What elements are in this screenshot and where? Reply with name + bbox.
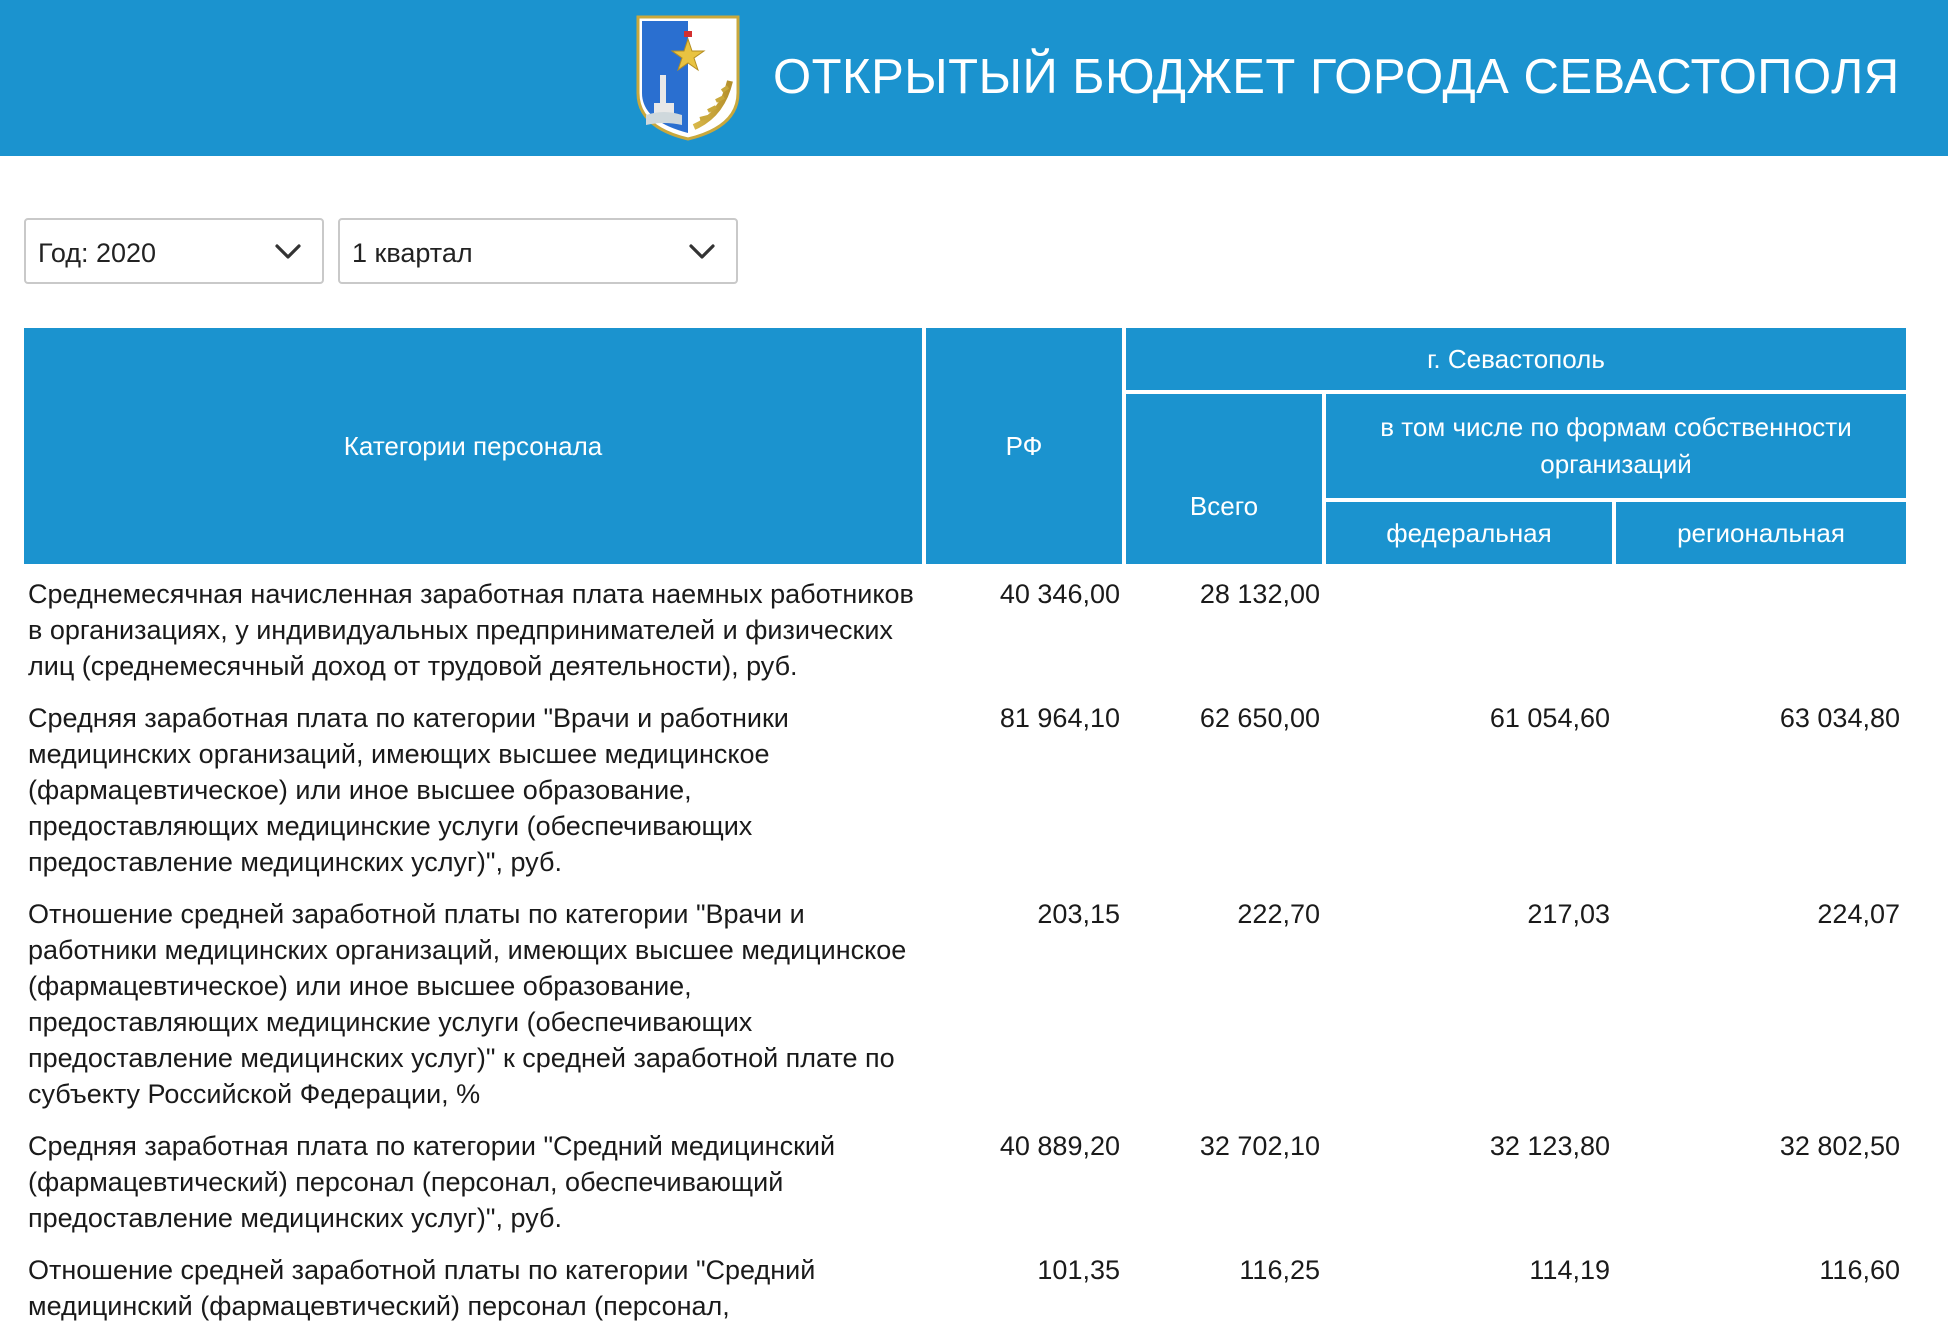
header-rf[interactable]: РФ [926, 328, 1126, 568]
row-category-name: Отношение средней заработной платы по категории "Средний медицинский (фармацевтический) персонал (персонал, [28, 1255, 816, 1321]
header-ownership[interactable]: в том числе по формам собственности организаций [1326, 394, 1906, 502]
row-rf-value: 81 964,10 [999, 703, 1120, 733]
row-federal-value [1326, 568, 1616, 692]
quarter-select[interactable] [338, 218, 738, 284]
header-city[interactable]: г. Севастополь [1126, 328, 1906, 394]
row-federal-value: 61 054,60 [1489, 703, 1610, 733]
row-rf-value: 101,35 [1037, 1255, 1120, 1285]
table-row [24, 1120, 1906, 1244]
site-title: ОТКРЫТЫЙ БЮДЖЕТ ГОРОДА СЕВАСТОПОЛЯ [773, 50, 1900, 104]
row-federal-value: 114,19 [1529, 1255, 1610, 1285]
quarter-select-value: 1 квартал [352, 238, 473, 268]
table-row [24, 1244, 1906, 1332]
header-regional[interactable]: региональная [1616, 502, 1906, 568]
row-rf-value: 40 346,00 [999, 579, 1120, 609]
row-federal-value: 217,03 [1527, 899, 1610, 929]
coat-of-arms-icon[interactable] [634, 15, 742, 142]
header-federal[interactable]: федеральная [1326, 502, 1616, 568]
row-rf-value: 203,15 [1037, 899, 1120, 929]
row-regional-value: 63 034,80 [1779, 703, 1900, 733]
year-select[interactable] [24, 218, 324, 284]
table-body [24, 568, 1906, 1332]
row-category-name: Средняя заработная плата по категории "Врачи и работники медицинских организаций, имеющих высшее медицинское (фармацевтическое) или иное высшее образование, предоставляющих медицинские услуги (обеспечивающих предоставление медицинских услуг)", руб. [28, 703, 789, 877]
site-header [0, 0, 1948, 156]
row-total-value: 222,70 [1237, 899, 1320, 929]
table-row [24, 692, 1906, 888]
table-row [24, 568, 1906, 692]
row-total-value: 32 702,10 [1199, 1131, 1320, 1161]
row-total-value: 62 650,00 [1199, 703, 1320, 733]
row-total-value: 116,25 [1239, 1255, 1320, 1285]
chevron-down-icon [688, 242, 716, 262]
year-select-value: Год: 2020 [38, 238, 157, 268]
row-category-name: Средняя заработная плата по категории "Средний медицинский (фармацевтический) персонал (персонал, обеспечивающий предоставление медицинских услуг)", руб. [28, 1131, 836, 1233]
header-category[interactable]: Категории персонала [24, 328, 926, 568]
row-regional-value [1616, 568, 1906, 692]
chevron-down-icon [274, 242, 302, 262]
row-category-name: Среднемесячная начисленная заработная плата наемных работников в организациях, у индивидуальных предпринимателей и физических лиц (среднемесячный доход от трудовой деятельности), руб. [28, 579, 914, 681]
header-total[interactable]: Всего [1126, 394, 1326, 568]
table-row [24, 888, 1906, 1120]
salary-table [24, 328, 1906, 1332]
row-total-value: 28 132,00 [1199, 579, 1320, 609]
row-category-name: Отношение средней заработной платы по категории "Врачи и работники медицинских организаций, имеющих высшее медицинское (фармацевтическое) или иное высшее образование, предоставляющих медицинские услуги (обеспечивающих предоставление медицинских услуг)" к средней заработной плате по субъекту Российской Федерации, % [28, 899, 907, 1109]
salary-table-container [24, 328, 1906, 1332]
row-rf-value: 40 889,20 [999, 1131, 1120, 1161]
row-regional-value: 116,60 [1819, 1255, 1900, 1285]
row-regional-value: 32 802,50 [1779, 1131, 1900, 1161]
row-regional-value: 224,07 [1817, 899, 1900, 929]
row-federal-value: 32 123,80 [1489, 1131, 1610, 1161]
